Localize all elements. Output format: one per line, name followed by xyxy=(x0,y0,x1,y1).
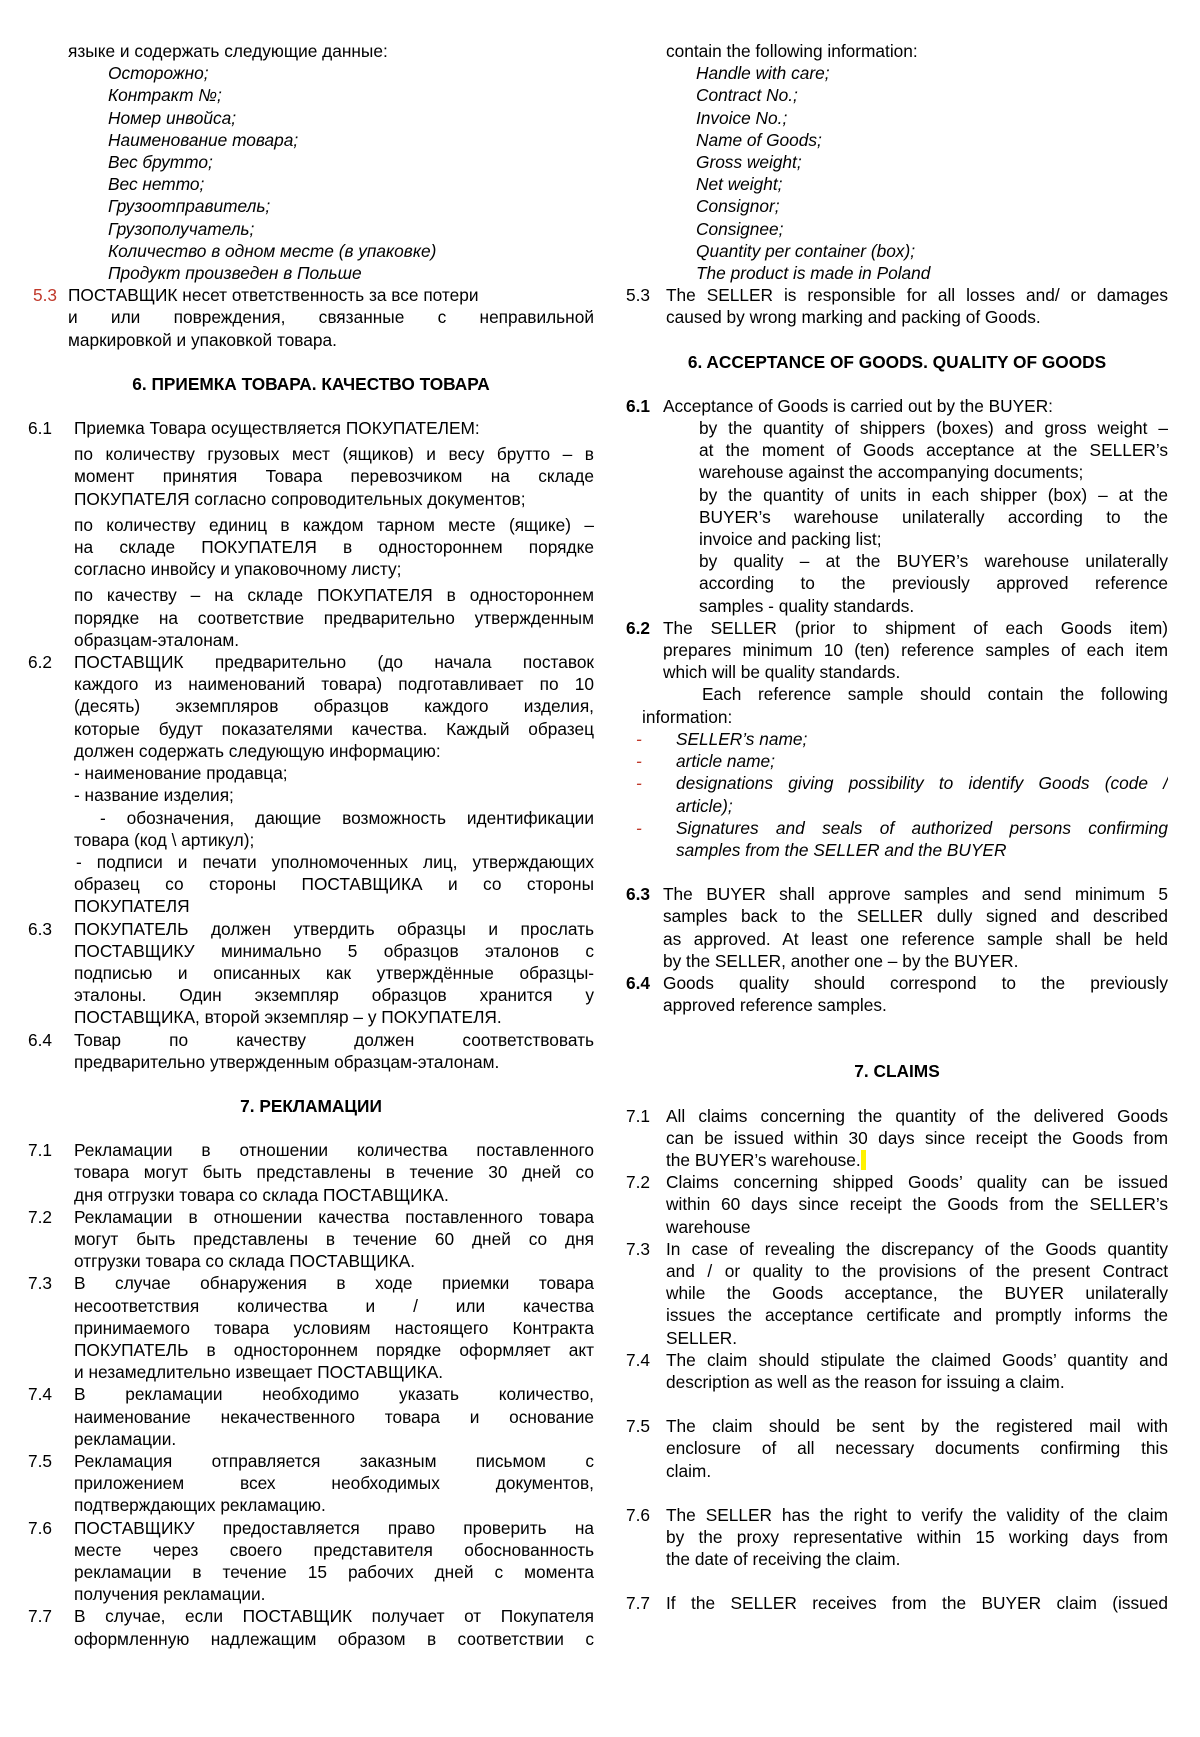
clause-number: 7.6 xyxy=(626,1504,651,1525)
list-item: - обозначения, дающие возможность идентификации xyxy=(100,807,594,828)
clause-number: 7.5 xyxy=(28,1450,53,1471)
list-item: - Signatures and seals of authorized persons confirming samples from the SELLER and the BUYER xyxy=(626,817,1168,861)
clause-number: 7.4 xyxy=(626,1349,651,1370)
section-heading-7: 7. CLAIMS xyxy=(854,1061,940,1082)
clause-7-5: 7.5 The claim should be sent by the registered mail with enclosure of all necessary documents confirming this claim. xyxy=(626,1416,1168,1481)
clause-number: 6.2 xyxy=(28,652,53,673)
clause-6-2: 6.2 The SELLER (prior to shipment of each Goods item) prepares minimum 10 (ten) reference samples of each item which will be quality standards. xyxy=(626,617,1168,683)
clause-number: 6.4 xyxy=(626,972,651,993)
marking-item: Грузоотправитель; xyxy=(108,196,271,217)
dash-bullet: - xyxy=(636,773,642,794)
clause-7-6: 7.6 ПОСТАВЩИКУ предоставляется право проверить на месте через своего представителя обоснованность рекламации в течение 15 рабочих дней с момента получения рекламации. xyxy=(28,1517,594,1605)
russian-column: языке и содержать следующие данные: Осторожно; Контракт №; Номер инвойса; Наименование товара; Вес брутто; Вес нетто; Грузоотправитель; Грузополучатель; Количество в одном месте (в упаковке) Продукт произведен в Польше 5.3 ПОСТАВЩИК несет ответственность за все потери и или повреждения, связанные с неправильной маркировкой и упаковкой товара. 6. ПРИЕМКА ТОВАРА. КАЧЕСТВО ТОВАРА 6.1 Приемка Товара осуществляется ПОКУПАТЕЛЕМ: по количеству грузовых мест (ящиков) и весу брутто – в момент принятия Товара перевозчиком на складе ПОКУПАТЕЛЯ согласно сопроводительных документов; по количеству единиц в каждом тарном месте (ящике) – на складе ПОКУПАТЕЛЯ в одностороннем порядке согласно инвойсу и упаковочному листу; по качеству – на складе ПОКУПАТЕЛЯ в одностороннем порядке на соответствие предварительно утвержденным образцам-эталонам. 6.2 ПОСТАВЩИК предварительно (до начала поставок каждого из наименований товара) подготавливает по 10 (десять) экземпляров образцов каждого изделия, которые будут показателями качества. Каждый образец должен содержать следующую информацию: - наименование продавца; - название изделия; - обозначения, дающие возможность идентификации товара (код \ артикул); - подписи и печати уполномоченных лиц, утверждающих образец со стороны ПОСТАВЩИКА и со стороны ПОКУПАТЕЛЯ 6.3 ПОКУПАТЕЛЬ должен утвердить образцы и прослать ПОСТАВЩИКУ минимально 5 образцов эталонов с подписью и описанных как утверждённые образцы- эталоны. Один экземпляр образцов хранится у ПОСТАВЩИКА, второй экземпляр – у ПОКУПАТЕЛЯ. 6.4 Товар по качеству должен соответствовать предварительно утвержденным образцам-эталонам. 7. РЕКЛАМАЦИИ 7.1 Рекламации в отношении количества поставленного товара могут быть представлены в течение 30 дней со дня отгрузки товара со склада ПОСТАВЩИКА. 7.2 Рекламации в отношении качества поставленного товара могут быть представлены в течение 60 дней со дня отгрузки товара со склада ПОСТАВЩИКА. 7.3 В случае обнаружения в ходе приемки товара несоответствия количества и / или качества принимаемого товара условиям настоящего Контракта ПОКУПАТЕЛЬ в одностороннем порядке оформляет акт и незамедлительно извещает ПОСТАВЩИКА. 7.4 В рекламации необходимо указать количество, наименование некачественного товара и основание рекламации. 7.5 Рекламация отправляется заказным письмом с приложением всех необходимых документов, подтверждающих рекламацию. 7.6 ПОСТАВЩИКУ предоставляется право проверить на месте через своего представителя обоснованность рекламации в течение 15 рабочих дней с момента получения рекламации. 7.7 В случае, если ПОСТАВЩИК получает от Покупателя оформленную надлежащим образом в соответствии с xyxy=(28,41,594,1649)
marking-intro: языке и содержать следующие данные: xyxy=(68,41,388,61)
clause-number: 6.2 xyxy=(626,617,651,638)
clause-number: 6.3 xyxy=(28,918,53,939)
section-heading-6: 6. ПРИЕМКА ТОВАРА. КАЧЕСТВО ТОВАРА xyxy=(132,373,490,394)
marking-item: Продукт произведен в Польше xyxy=(108,263,362,284)
clause-6-1: 6.1 Приемка Товара осуществляется ПОКУПАТЕЛЕМ: по количеству грузовых мест (ящиков) и весу брутто – в момент принятия Товара перевозчиком на складе ПОКУПАТЕЛЯ согласно сопроводительных документов; по количеству единиц в каждом тарном месте (ящике) – на складе ПОКУПАТЕЛЯ в одностороннем порядке согласно инвойсу и упаковочному листу; по качеству – на складе ПОКУПАТЕЛЯ в одностороннем порядке на соответствие предварительно утвержденным образцам-эталонам. xyxy=(28,418,594,650)
clause-number: 7.2 xyxy=(626,1172,651,1193)
clause-number: 7.1 xyxy=(28,1140,53,1161)
marking-item: Invoice No.; xyxy=(696,107,788,128)
section-heading-7: 7. РЕКЛАМАЦИИ xyxy=(240,1095,382,1116)
clause-number: 7.7 xyxy=(626,1593,651,1614)
clause-7-5: 7.5 Рекламация отправляется заказным письмом с приложением всех необходимых документов, подтверждающих рекламацию. xyxy=(28,1450,594,1516)
marking-item: Consignee; xyxy=(696,218,784,239)
marking-item: Quantity per container (box); xyxy=(696,240,916,261)
marking-item: Contract No.; xyxy=(696,85,798,106)
clause-5-3: 5.3 The SELLER is responsible for all losses and/ or damages caused by wrong marking and packing of Goods. xyxy=(626,285,1168,328)
highlight-mark xyxy=(861,1150,866,1170)
clause-number: 5.3 xyxy=(33,285,58,306)
marking-list xyxy=(28,62,594,284)
clause-7-1: 7.1 All claims concerning the quantity of the delivered Goods can be issued within 30 days since receipt the Goods from the BUYER’s warehouse. xyxy=(626,1105,1168,1170)
dash-bullet: - xyxy=(636,751,642,772)
clause-7-4: 7.4 В рекламации необходимо указать количество, наименование некачественного товара и основание рекламации. xyxy=(28,1384,594,1449)
clause-number: 7.3 xyxy=(28,1273,53,1294)
list-item: - article name; xyxy=(626,750,1168,772)
clause-6-2: 6.2 ПОСТАВЩИК предварительно (до начала поставок каждого из наименований товара) подготавливает по 10 (десять) экземпляров образцов каждого изделия, которые будут показателями качества. Каждый образец должен содержать следующую информацию: - наименование продавца; - название изделия; - обозначения, дающие возможность идентификации товара (код \ артикул); - подписи и печати уполномоченных лиц, утверждающих образец со стороны ПОСТАВЩИКА и со стороны ПОКУПАТЕЛЯ xyxy=(28,652,594,917)
marking-item: The product is made in Poland xyxy=(696,263,931,284)
marking-list xyxy=(626,62,1168,284)
list-item: - название изделия; xyxy=(74,785,234,806)
clause-7-7: 7.7 В случае, если ПОСТАВЩИК получает от Покупателя оформленную надлежащим образом в соответствии с xyxy=(28,1606,594,1649)
clause-7-6: 7.6 The SELLER has the right to verify the validity of the claim by the proxy representative within 15 working days from the date of receiving the claim. xyxy=(626,1504,1168,1570)
clause-number: 5.3 xyxy=(626,285,651,306)
clause-7-2: 7.2 Рекламации в отношении качества поставленного товара могут быть представлены в течение 60 дней со дня отгрузки товара со склада ПОСТАВЩИКА. xyxy=(28,1206,594,1272)
dash-bullet: - xyxy=(636,728,642,749)
clause-6-1: 6.1 Acceptance of Goods is carried out by the BUYER: by the quantity of shippers (boxes) and gross weight – at the moment of Goods acceptance at the SELLER’s warehouse against the accompanying documents; by the quantity of units in each shipper (box) – at the BUYER’s warehouse unilaterally according to the invoice and packing list; by quality – at the BUYER’s warehouse unilaterally according to the previously approved reference samples - quality standards. xyxy=(626,395,1168,616)
marking-item: Номер инвойса; xyxy=(108,107,236,128)
list-item: - подписи и печати уполномоченных лиц, утверждающих xyxy=(76,851,594,872)
clause-number: 7.5 xyxy=(626,1416,651,1437)
clause-number: 6.3 xyxy=(626,884,651,905)
marking-item: Вес брутто; xyxy=(108,152,213,173)
clause-7-2: 7.2 Claims concerning shipped Goods’ quality can be issued within 60 days since receipt the Goods from the SELLER’s warehouse xyxy=(626,1172,1168,1237)
marking-item: Количество в одном месте (в упаковке) xyxy=(108,240,437,261)
marking-item: Handle with care; xyxy=(696,63,830,84)
english-column: contain the following information: Handle with care; Contract No.; Invoice No.; Name of Goods; Gross weight; Net weight; Consignor; Consignee; Quantity per container (box); The product is made in Poland 5.3 The SELLER is responsible for all losses and/ or damages caused by wrong marking and packing of Goods. 6. ACCEPTANCE OF GOODS. QUALITY OF GOODS 6.1 Acceptance of Goods is carried out by the BUYER: by the quantity of shippers (boxes) and gross weight – at the moment of Goods acceptance at the SELLER’s warehouse against the accompanying documents; by the quantity of units in each shipper (box) – at the BUYER’s warehouse unilaterally according to the invoice and packing list; by quality – at the BUYER’s warehouse unilaterally according to the previously approved reference samples - quality standards. 6.2 The SELLER (prior to shipment of each Goods item) prepares minimum 10 (ten) reference samples of each item which will be quality standards. Each reference sample should contain the following information: - SELLER’s name; - article name; - designations giving possibility to identify Goods (code / article); - Signatures and seals of authorized persons confirming samples from the SELLER and the BUYER 6.3 The BUYER shall approve samples and send minimum 5 samples back to the SELLER dully signed and described as approved. At least one reference sample shall be held by the SELLER, another one – by the BUYER. 6.4 Goods quality should correspond to the previously approved reference samples. 7. CLAIMS 7.1 All claims concerning the quantity of the delivered Goods can be issued within 30 days since receipt the Goods from the BUYER’s warehouse. 7.2 Claims concerning shipped Goods’ quality can be issued within 60 days since receipt the Goods from the SELLER’s warehouse 7.3 In case of revealing the discrepancy of the Goods quantity and / or quality to the provisions of the present Contract while the Goods acceptance, the BUYER unilaterally issues the acceptance certificate and promptly informs the SELLER. 7.4 The claim should stipulate the claimed Goods’ quantity and description as well as the reason for issuing a claim. 7.5 The claim should be sent by the registered mail with enclosure of all necessary documents confirming this claim. 7.6 The SELLER has the right to verify the validity of the claim by the proxy representative within 15 working days from the date of receiving the claim. 7.7 If the SELLER receives from the BUYER claim (issued xyxy=(626,41,1168,1614)
clause-6-4: 6.4 Товар по качеству должен соответствовать предварительно утвержденным образцам-эталонам. xyxy=(28,1029,594,1072)
marking-item: Грузополучатель; xyxy=(108,218,255,239)
clause-6-4: 6.4 Goods quality should correspond to the previously approved reference samples. xyxy=(626,972,1168,1016)
section-heading-6: 6. ACCEPTANCE OF GOODS. QUALITY OF GOODS xyxy=(687,351,1107,372)
clause-number: 7.3 xyxy=(626,1238,651,1259)
clause-number: 7.1 xyxy=(626,1105,651,1126)
clause-7-1: 7.1 Рекламации в отношении количества поставленного товара могут быть представлены в течение 30 дней со дня отгрузки товара со склада ПОСТАВЩИКА. xyxy=(28,1140,594,1205)
list-item: - SELLER’s name; xyxy=(626,728,1168,750)
list-item: - наименование продавца; xyxy=(74,763,288,784)
clause-number: 7.4 xyxy=(28,1384,53,1405)
clause-number: 6.1 xyxy=(626,395,651,416)
clause-number: 6.4 xyxy=(28,1029,53,1050)
marking-item: Наименование товара; xyxy=(108,129,299,150)
marking-item: Name of Goods; xyxy=(696,129,822,150)
clause-6-3: 6.3 The BUYER shall approve samples and send minimum 5 samples back to the SELLER dully signed and described as approved. At least one reference sample shall be held by the SELLER, another one – by the BUYER. xyxy=(626,884,1168,971)
marking-item: Контракт №; xyxy=(108,85,222,106)
marking-item: Consignor; xyxy=(696,196,780,217)
clause-5-3: 5.3 ПОСТАВЩИК несет ответственность за все потери xyxy=(28,284,594,306)
clause-number: 6.1 xyxy=(28,418,53,439)
marking-intro: contain the following information: xyxy=(666,41,918,61)
clause-number: 7.2 xyxy=(28,1206,53,1227)
list-item: - designations giving possibility to identify Goods (code / article); xyxy=(626,772,1168,816)
marking-item: Gross weight; xyxy=(696,152,802,173)
clause-6-3: 6.3 ПОКУПАТЕЛЬ должен утвердить образцы и прослать ПОСТАВЩИКУ минимально 5 образцов эталонов с подписью и описанных как утверждённые образцы- эталоны. Один экземпляр образцов хранится у ПОСТАВЩИКА, второй экземпляр – у ПОКУПАТЕЛЯ. xyxy=(28,918,594,1028)
dash-bullet: - xyxy=(636,817,642,838)
marking-item: Net weight; xyxy=(696,174,783,195)
clause-7-3: 7.3 В случае обнаружения в ходе приемки товара несоответствия количества и / или качества принимаемого товара условиям настоящего Контракта ПОКУПАТЕЛЬ в одностороннем порядке оформляет акт и незамедлительно извещает ПОСТАВЩИКА. xyxy=(28,1273,594,1383)
clause-7-3: 7.3 In case of revealing the discrepancy of the Goods quantity and / or quality to the provisions of the present Contract while the Goods acceptance, the BUYER unilaterally issues the acceptance certificate and promptly informs the SELLER. xyxy=(626,1238,1168,1348)
clause-7-4: 7.4 The claim should stipulate the claimed Goods’ quantity and description as well as the reason for issuing a claim. xyxy=(626,1349,1168,1392)
marking-item: Вес нетто; xyxy=(108,174,205,195)
clause-7-7: 7.7 If the SELLER receives from the BUYER claim (issued xyxy=(626,1593,1168,1614)
marking-item: Осторожно; xyxy=(108,63,209,84)
clause-number: 7.7 xyxy=(28,1606,53,1627)
clause-number: 7.6 xyxy=(28,1517,53,1538)
